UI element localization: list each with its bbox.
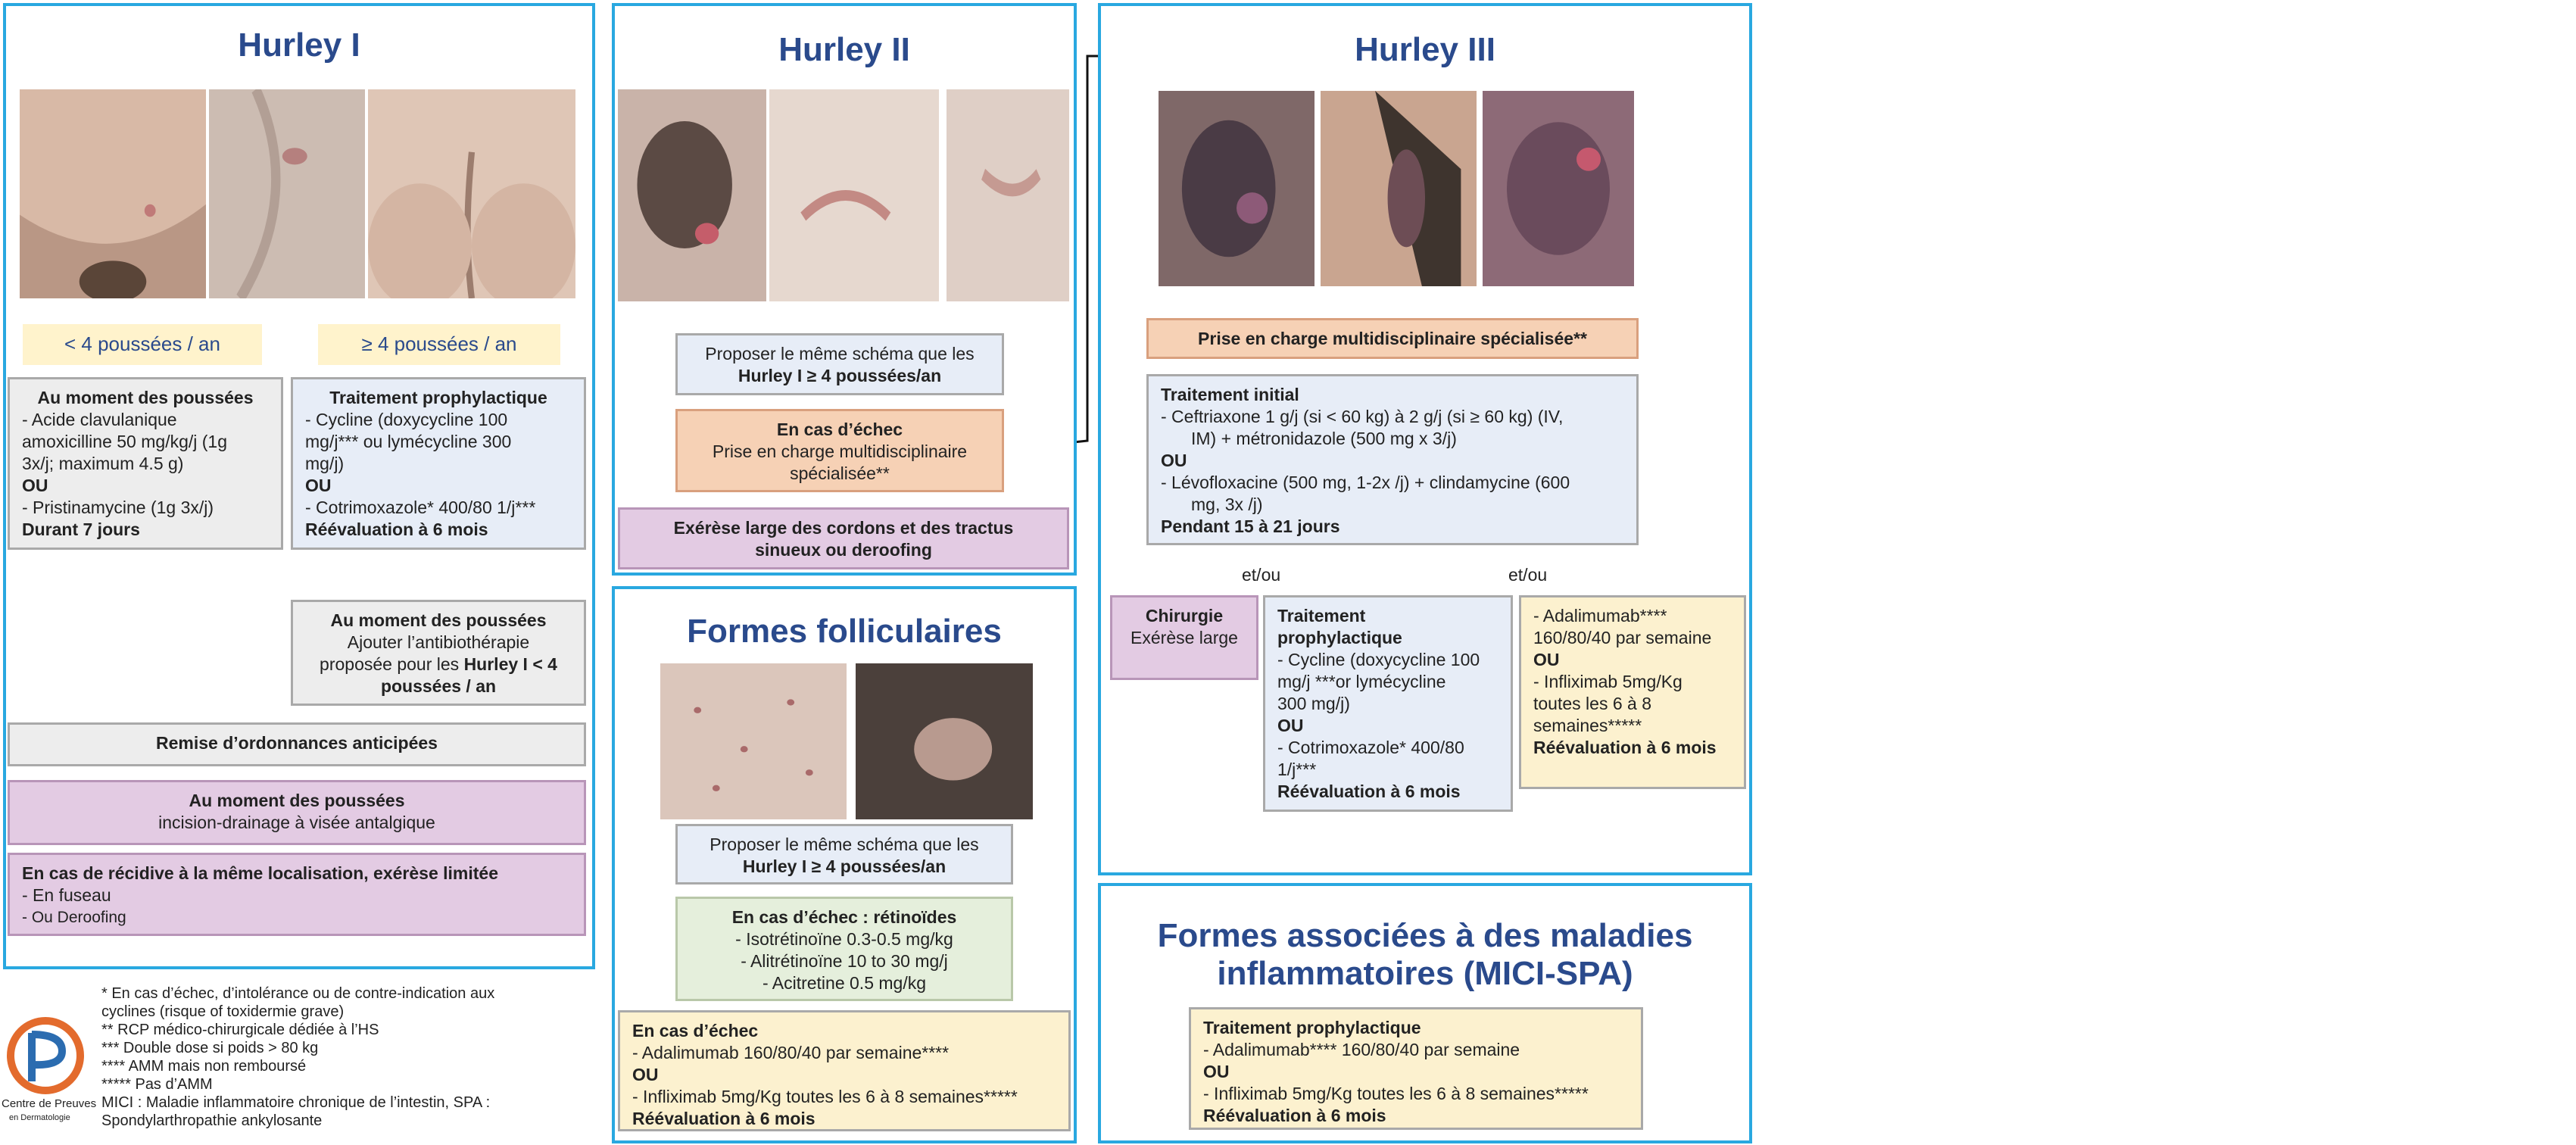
- flares-line: 3x/j; maximum 4.5 g): [22, 454, 184, 473]
- flares2-emphasis: Hurley I < 4: [463, 654, 557, 674]
- prophylaxis-line: - Cycline (doxycycline 100: [305, 410, 508, 429]
- initial-line: - Lévofloxacine (500 mg, 1-2x /j) + clindamycine (600: [1161, 473, 1570, 492]
- failure-line: - Infliximab 5mg/Kg toutes les 6 à 8 semaines*****: [632, 1087, 1018, 1106]
- hurley-3-photo-1: [1159, 91, 1315, 286]
- biologics-line: 160/80/40 par semaine: [1533, 628, 1712, 647]
- prophylaxis-heading: prophylactique: [1277, 628, 1402, 647]
- reevaluation-text: Réévaluation à 6 mois: [1277, 782, 1461, 801]
- hurley-2-photo-1: [618, 89, 766, 301]
- flares2-line: Ajouter l’antibiothérapie: [347, 632, 530, 652]
- surgery-heading: Chirurgie: [1145, 606, 1224, 626]
- hurley-2-photo-3: [947, 89, 1069, 301]
- hurley-2-same-schema-box: [675, 333, 1004, 395]
- hurley-2-photo-2: [769, 89, 939, 301]
- incision-heading: Au moment des poussées: [189, 791, 405, 810]
- hurley-1-recurrence-box: [8, 853, 586, 936]
- hurley-1-flares-add-box: [291, 600, 586, 706]
- footnote: **** AMM mais non remboursé: [101, 1058, 307, 1075]
- hurley-1-photo-1: [20, 89, 206, 298]
- hurley-1-anticipated-box: [8, 722, 586, 766]
- footnote: * En cas d’échec, d’intolérance ou de contre-indication aux: [101, 985, 495, 1002]
- mici-line: - Adalimumab**** 160/80/40 par semaine: [1203, 1040, 1520, 1059]
- retinoids-line: - Acitretine 0.5 mg/kg: [762, 973, 927, 993]
- retinoids-heading: En cas d’échec : rétinoïdes: [731, 907, 957, 927]
- cdp-logo: [2, 1015, 97, 1128]
- high-frequency-text: ≥ 4 poussées / an: [361, 332, 517, 355]
- multidisciplinary-text: Prise en charge multidisciplinaire spécialisée**: [1198, 329, 1587, 348]
- reevaluation-text: Réévaluation à 6 mois: [1203, 1106, 1386, 1125]
- surgery-text: Exérèse large: [1131, 628, 1238, 647]
- flares-line: - Pristinamycine (1g 3x/j): [22, 498, 214, 517]
- incision-text: incision-drainage à visée antalgique: [158, 813, 435, 832]
- flares2-line: poussées / an: [380, 676, 497, 696]
- footnote: *** Double dose si poids > 80 kg: [101, 1040, 319, 1056]
- recurrence-line: - En fuseau: [22, 885, 111, 905]
- cdp-logo-icon: [2, 1015, 91, 1098]
- ou-label: OU: [1533, 650, 1560, 669]
- mici-heading: Traitement prophylactique: [1203, 1018, 1421, 1037]
- folliculaires-photo-2: [856, 663, 1033, 819]
- et-ou-label-1: et/ou: [1242, 565, 1281, 585]
- mici-line: - Infliximab 5mg/Kg toutes les 6 à 8 semaines*****: [1203, 1084, 1589, 1103]
- failure-line: Prise en charge multidisciplinaire: [712, 441, 968, 461]
- hurley-1-flares-box: [8, 377, 283, 550]
- initial-line: IM) + métronidazole (500 mg x 3/j): [1191, 429, 1457, 448]
- folliculaires-retinoids-box: [675, 897, 1013, 1001]
- hurley-3-title: Hurley III: [1355, 31, 1495, 68]
- prophylaxis-heading: Traitement prophylactique: [329, 388, 547, 407]
- initial-line: mg, 3x /j): [1191, 495, 1263, 514]
- hurley-2-title: Hurley II: [778, 31, 910, 68]
- hurley-3-biologics-box: [1519, 595, 1746, 789]
- hurley-1-photo-2: [209, 89, 365, 298]
- prophylaxis-heading: Traitement: [1277, 606, 1366, 626]
- hurley-1-photo-3: [368, 89, 575, 298]
- flares-line: amoxicilline 50 mg/kg/j (1g: [22, 432, 228, 451]
- hurley-3-photo-3: [1483, 91, 1634, 286]
- hurley-1-incision-box: [8, 780, 586, 845]
- folliculaires-same-schema-box: [675, 824, 1013, 884]
- hurley-3-prophylaxis-box: [1263, 595, 1513, 812]
- same-schema-line: Proposer le même schéma que les: [709, 835, 979, 854]
- excision-line: sinueux ou deroofing: [755, 540, 932, 560]
- initial-line: - Ceftriaxone 1 g/j (si < 60 kg) à 2 g/j (si ≥ 60 kg) (IV,: [1161, 407, 1564, 426]
- flares-line: - Acide clavulanique: [22, 410, 177, 429]
- footnote: cyclines (risque of toxidermie grave): [101, 1003, 345, 1020]
- recurrence-line: - Ou Deroofing: [22, 909, 126, 926]
- prophylaxis-line: 300 mg/j): [1277, 694, 1350, 713]
- flares-heading: Au moment des poussées: [37, 388, 254, 407]
- failure-line: spécialisée**: [790, 463, 890, 483]
- hurley-2-excision-box: [618, 507, 1069, 569]
- hurley-1-high-frequency-label: [318, 324, 560, 365]
- low-frequency-text: < 4 poussées / an: [64, 332, 220, 355]
- footnote: MICI : Maladie inflammatoire chronique de l’intestin, SPA :: [101, 1094, 491, 1111]
- hurley-3-multidisciplinary-box: [1146, 318, 1639, 359]
- biologics-line: semaines*****: [1533, 716, 1642, 735]
- logo-line-1: Centre de Preuves: [2, 1097, 97, 1110]
- same-schema-emphasis: Hurley I ≥ 4 poussées/an: [738, 366, 942, 385]
- mici-title-line-1: Formes associées à des maladies: [1157, 917, 1693, 954]
- footnote: ***** Pas d’AMM: [101, 1076, 213, 1093]
- excision-line: Exérèse large des cordons et des tractus: [673, 518, 1014, 538]
- initial-duration: Pendant 15 à 21 jours: [1161, 516, 1340, 536]
- failure-heading: En cas d’échec: [776, 420, 903, 439]
- folliculaires-title: Formes folliculaires: [687, 613, 1002, 650]
- reevaluation-text: Réévaluation à 6 mois: [1533, 738, 1717, 757]
- ou-label: OU: [1277, 716, 1304, 735]
- hurley-1-low-frequency-label: [23, 324, 262, 365]
- biologics-line: toutes les 6 à 8: [1533, 694, 1651, 713]
- prophylaxis-line: - Cotrimoxazole* 400/80 1/j***: [305, 498, 536, 517]
- hurley-3-photo-2: [1321, 91, 1477, 286]
- mici-prophylaxis-box: [1189, 1007, 1643, 1130]
- footnotes: [101, 984, 494, 1130]
- flares2-line: proposée pour les: [320, 654, 460, 674]
- ou-label: OU: [1161, 451, 1187, 470]
- same-schema-emphasis: Hurley I ≥ 4 poussées/an: [742, 856, 947, 876]
- hurley-3-initial-treatment-box: [1146, 374, 1639, 545]
- prophylaxis-line: mg/j): [305, 454, 345, 473]
- reevaluation-text: Réévaluation à 6 mois: [632, 1109, 816, 1128]
- footnote: Spondylarthropathie ankylosante: [101, 1112, 323, 1129]
- recurrence-heading: En cas de récidive à la même localisation, exérèse limitée: [22, 863, 499, 883]
- hurley-1-title: Hurley I: [238, 27, 360, 64]
- prophylaxis-line: mg/j ***or lymécycline: [1277, 672, 1446, 691]
- hurley-2-failure-box: [675, 409, 1004, 492]
- same-schema-line: Proposer le même schéma que les: [705, 344, 975, 363]
- logo-line-2: en Dermatologie: [9, 1113, 70, 1122]
- ou-label: OU: [1203, 1062, 1230, 1081]
- anticipated-text: Remise d’ordonnances anticipées: [156, 733, 438, 753]
- retinoids-line: - Alitrétinoïne 10 to 30 mg/j: [741, 951, 948, 971]
- folliculaires-failure-box: [618, 1010, 1071, 1131]
- ou-label: OU: [305, 476, 332, 495]
- folliculaires-photo-1: [660, 663, 847, 819]
- biologics-line: - Adalimumab****: [1533, 606, 1667, 626]
- flares2-heading: Au moment des poussées: [330, 610, 547, 630]
- prophylaxis-line: mg/j*** ou lymécycline 300: [305, 432, 512, 451]
- initial-heading: Traitement initial: [1161, 385, 1299, 404]
- mici-title-line-2: inflammatoires (MICI-SPA): [1217, 955, 1633, 992]
- prophylaxis-line: - Cotrimoxazole* 400/80: [1277, 738, 1464, 757]
- reevaluation-text: Réévaluation à 6 mois: [305, 519, 488, 539]
- flares-duration: Durant 7 jours: [22, 519, 140, 539]
- ou-label: OU: [22, 476, 48, 495]
- retinoids-line: - Isotrétinoïne 0.3-0.5 mg/kg: [735, 929, 953, 949]
- hurley-3-surgery-box: [1110, 595, 1258, 680]
- prophylaxis-line: 1/j***: [1277, 760, 1317, 779]
- prophylaxis-line: - Cycline (doxycycline 100: [1277, 650, 1480, 669]
- failure-heading: En cas d’échec: [632, 1021, 759, 1040]
- biologics-line: - Infliximab 5mg/Kg: [1533, 672, 1683, 691]
- ou-label: OU: [632, 1065, 659, 1084]
- et-ou-label-2: et/ou: [1508, 565, 1548, 585]
- footnote: ** RCP médico-chirurgicale dédiée à l’HS: [101, 1022, 379, 1038]
- hurley-1-prophylaxis-box: [291, 377, 586, 550]
- failure-line: - Adalimumab 160/80/40 par semaine****: [632, 1043, 950, 1062]
